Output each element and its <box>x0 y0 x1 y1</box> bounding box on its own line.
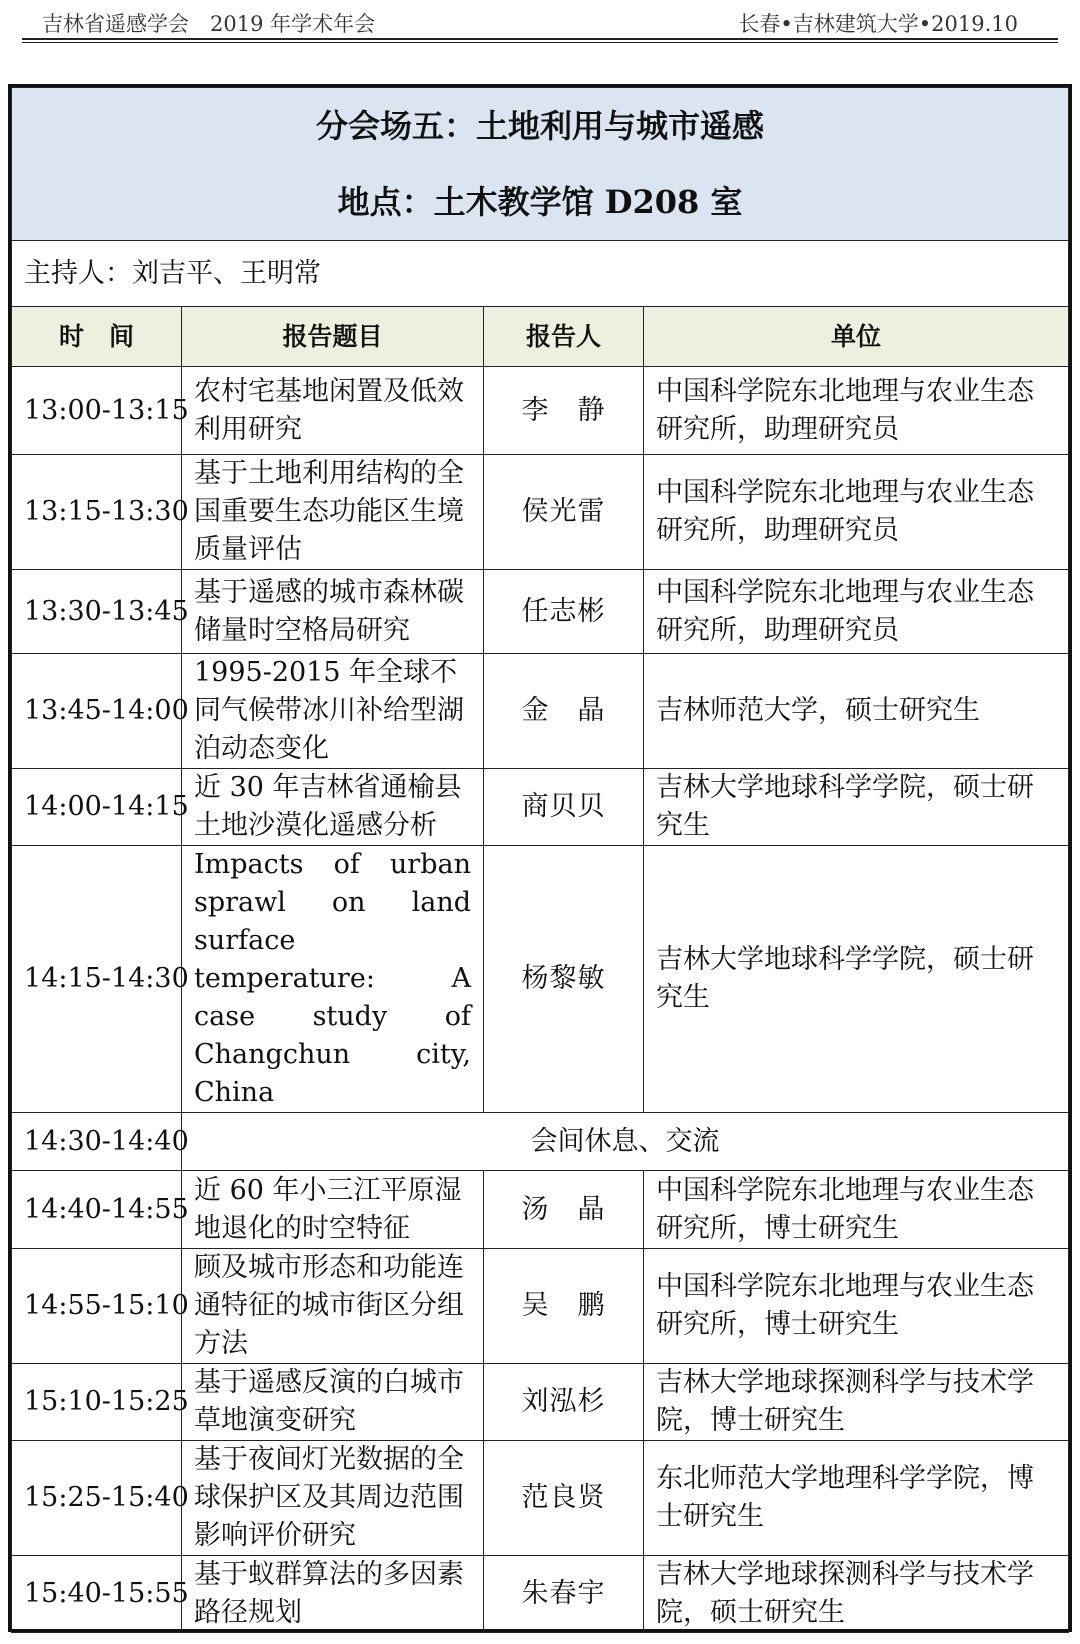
schedule-row <box>12 769 1069 846</box>
schedule-row <box>12 1441 1069 1556</box>
topic-cell: 基于蚁群算法的多因素路径规划 <box>182 1556 484 1633</box>
time-cell: 15:10-15:25 <box>12 1364 182 1441</box>
speaker-cell: 范良贤 <box>484 1441 644 1556</box>
header-conference: 吉林省遥感学会 2019 年学术年会 <box>42 12 376 36</box>
time-cell: 15:25-15:40 <box>12 1441 182 1556</box>
schedule-row <box>12 1556 1069 1633</box>
page-header <box>22 0 1058 44</box>
topic-cell: 近 60 年小三江平原湿地退化的时空特征 <box>182 1171 484 1249</box>
column-header-unit: 单位 <box>644 307 1069 367</box>
topic-cell: 1995-2015 年全球不同气候带冰川补给型湖泊动态变化 <box>182 654 484 769</box>
column-header-time: 时 间 <box>12 307 182 367</box>
unit-cell: 中国科学院东北地理与农业生态研究所，博士研究生 <box>644 1249 1069 1364</box>
unit-cell: 中国科学院东北地理与农业生态研究所，助理研究员 <box>644 455 1069 570</box>
topic-cell: 农村宅基地闲置及低效利用研究 <box>182 367 484 455</box>
schedule-row <box>12 654 1069 769</box>
schedule-row <box>12 1249 1069 1364</box>
schedule-row <box>12 846 1069 1113</box>
unit-cell: 中国科学院东北地理与农业生态研究所，助理研究员 <box>644 367 1069 455</box>
unit-cell: 吉林大学地球探测科学与技术学院，博士研究生 <box>644 1364 1069 1441</box>
time-cell: 14:00-14:15 <box>12 769 182 846</box>
speaker-cell: 商贝贝 <box>484 769 644 846</box>
session-location: 地点：土木教学馆 D208 室 <box>337 183 743 221</box>
speaker-cell: 刘泓杉 <box>484 1364 644 1441</box>
speaker-cell: 杨黎敏 <box>484 846 644 1113</box>
unit-cell: 东北师范大学地理科学学院，博士研究生 <box>644 1441 1069 1556</box>
speaker-cell: 吴 鹏 <box>484 1249 644 1364</box>
speaker-cell: 侯光雷 <box>484 455 644 570</box>
unit-cell: 吉林大学地球科学学院，硕士研究生 <box>644 846 1069 1113</box>
session-host: 主持人：刘吉平、王明常 <box>12 241 1069 307</box>
topic-cell: 基于夜间灯光数据的全球保护区及其周边范围影响评价研究 <box>182 1441 484 1556</box>
break-cell: 会间休息、交流 <box>182 1113 1069 1171</box>
time-cell: 13:15-13:30 <box>12 455 182 570</box>
time-cell: 13:00-13:15 <box>12 367 182 455</box>
time-cell: 14:15-14:30 <box>12 846 182 1113</box>
topic-cell: 近 30 年吉林省通榆县土地沙漠化遥感分析 <box>182 769 484 846</box>
time-cell: 14:40-14:55 <box>12 1171 182 1249</box>
unit-cell: 吉林大学地球科学学院，硕士研究生 <box>644 769 1069 846</box>
session-title-cell <box>12 88 1069 241</box>
topic-cell: 基于遥感反演的白城市草地演变研究 <box>182 1364 484 1441</box>
speaker-cell: 金 晶 <box>484 654 644 769</box>
header-rule <box>22 38 1058 40</box>
break-row <box>12 1113 1069 1171</box>
unit-cell: 吉林师范大学，硕士研究生 <box>644 654 1069 769</box>
time-cell: 14:55-15:10 <box>12 1249 182 1364</box>
session-title: 分会场五：土地利用与城市遥感 <box>315 107 764 145</box>
schedule-row <box>12 1364 1069 1441</box>
topic-cell: 基于土地利用结构的全国重要生态功能区生境质量评估 <box>182 455 484 570</box>
topic-cell: 顾及城市形态和功能连通特征的城市街区分组方法 <box>182 1249 484 1364</box>
header-venue-date: 长春•吉林建筑大学•2019.10 <box>738 12 1018 36</box>
speaker-cell: 李 静 <box>484 367 644 455</box>
schedule-row <box>12 1171 1069 1249</box>
topic-cell: Impacts of urban sprawl on land surface temperature: A case study of Changchun city, China <box>182 846 484 1113</box>
column-header-topic: 报告题目 <box>182 307 484 367</box>
header-rule-thin <box>22 42 1058 43</box>
time-cell: 13:30-13:45 <box>12 570 182 654</box>
schedule-row <box>12 367 1069 455</box>
topic-cell: 基于遥感的城市森林碳储量时空格局研究 <box>182 570 484 654</box>
speaker-cell: 朱春宇 <box>484 1556 644 1633</box>
unit-cell: 中国科学院东北地理与农业生态研究所，博士研究生 <box>644 1171 1069 1249</box>
unit-cell: 中国科学院东北地理与农业生态研究所，助理研究员 <box>644 570 1069 654</box>
session-schedule-table <box>8 84 1072 1632</box>
speaker-cell: 任志彬 <box>484 570 644 654</box>
time-cell: 14:30-14:40 <box>12 1113 182 1171</box>
column-header-speaker: 报告人 <box>484 307 644 367</box>
unit-cell: 吉林大学地球探测科学与技术学院，硕士研究生 <box>644 1556 1069 1633</box>
schedule-row <box>12 570 1069 654</box>
speaker-cell: 汤 晶 <box>484 1171 644 1249</box>
time-cell: 13:45-14:00 <box>12 654 182 769</box>
schedule-row <box>12 455 1069 570</box>
time-cell: 15:40-15:55 <box>12 1556 182 1633</box>
